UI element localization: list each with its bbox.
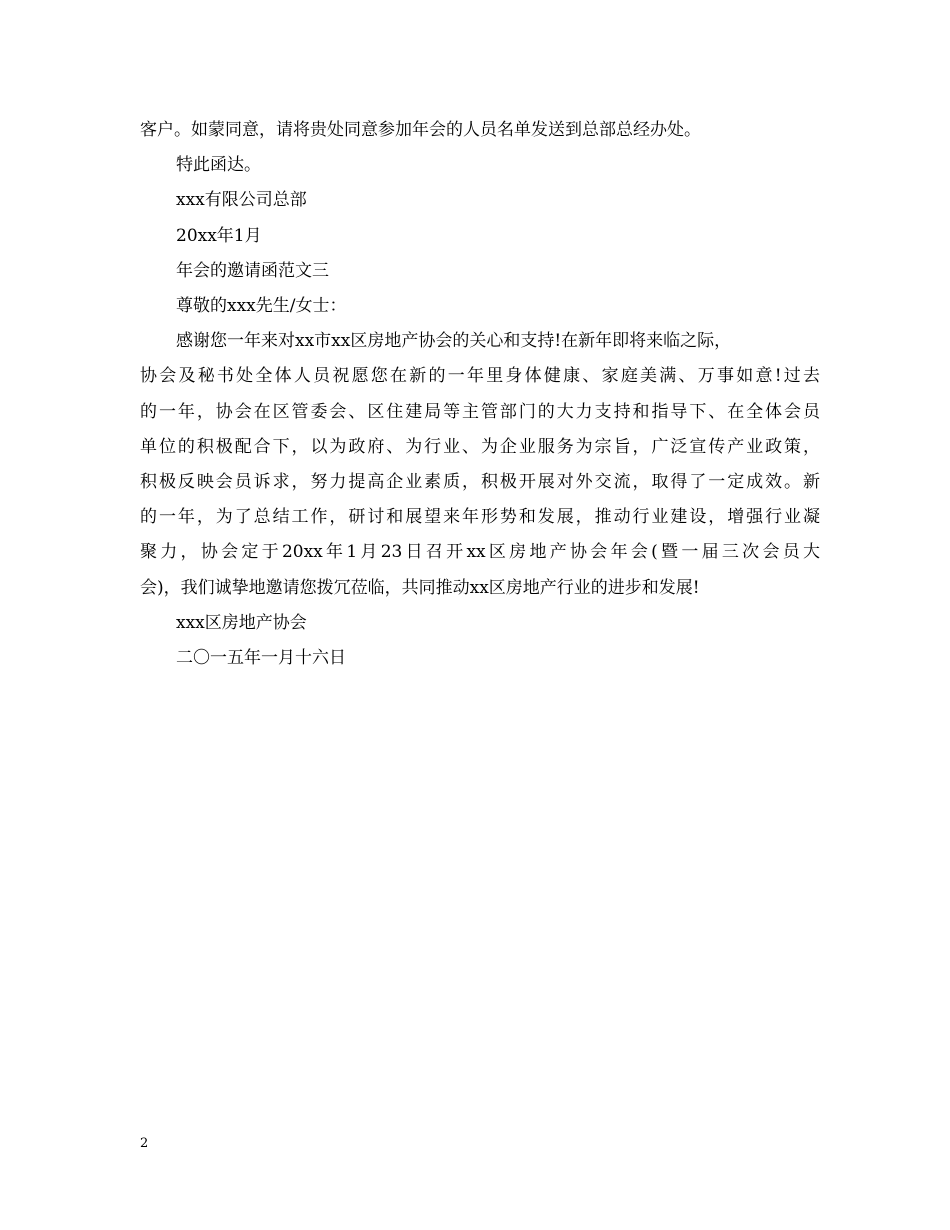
- section-title: 年会的邀请函范文三: [176, 260, 329, 281]
- document-body: [140, 113, 820, 676]
- text-line-closing-remark: 特此函达。: [176, 155, 261, 176]
- salutation: 尊敬的xxx先生/女士：: [176, 296, 347, 317]
- body-paragraph-line: 积极反映会员诉求，努力提高企业素质，积极开展对外交流，取得了一定成效。新: [140, 472, 820, 493]
- body-paragraph-line: 单位的积极配合下，以为政府、为行业、为企业服务为宗旨，广泛宣传产业政策，: [140, 436, 820, 457]
- text-line-date: 20xx年1月: [176, 225, 262, 246]
- body-paragraph-line: 的一年，协会在区管委会、区住建局等主管部门的大力支持和指导下、在全体会员: [140, 401, 820, 422]
- text-line-continuation: 客户。如蒙同意，请将贵处同意参加年会的人员名单发送到总部总经办处。: [140, 120, 701, 140]
- body-paragraph-line: 会)，我们诚挚地邀请您拨冗莅临，共同推动xx区房地产行业的进步和发展!: [140, 577, 700, 598]
- association-signature: xxx区房地产协会: [176, 612, 307, 633]
- signature-date: 二〇一五年一月十六日: [176, 648, 346, 669]
- body-paragraph-line: 感谢您一年来对xx市xx区房地产协会的关心和支持!在新年即将来临之际，: [176, 331, 732, 352]
- body-paragraph-line: 聚力，协会定于20xx年1月23日召开xx区房地产协会年会(暨一届三次会员大: [140, 542, 820, 563]
- body-paragraph-line: 的一年，为了总结工作，研讨和展望来年形势和发展，推动行业建设，增强行业凝: [140, 507, 820, 528]
- body-paragraph-line: 协会及秘书处全体人员祝愿您在新的一年里身体健康、家庭美满、万事如意!过去: [140, 366, 820, 387]
- page-number: 2: [140, 1136, 149, 1151]
- text-line-company-signature: xxx有限公司总部: [176, 190, 307, 211]
